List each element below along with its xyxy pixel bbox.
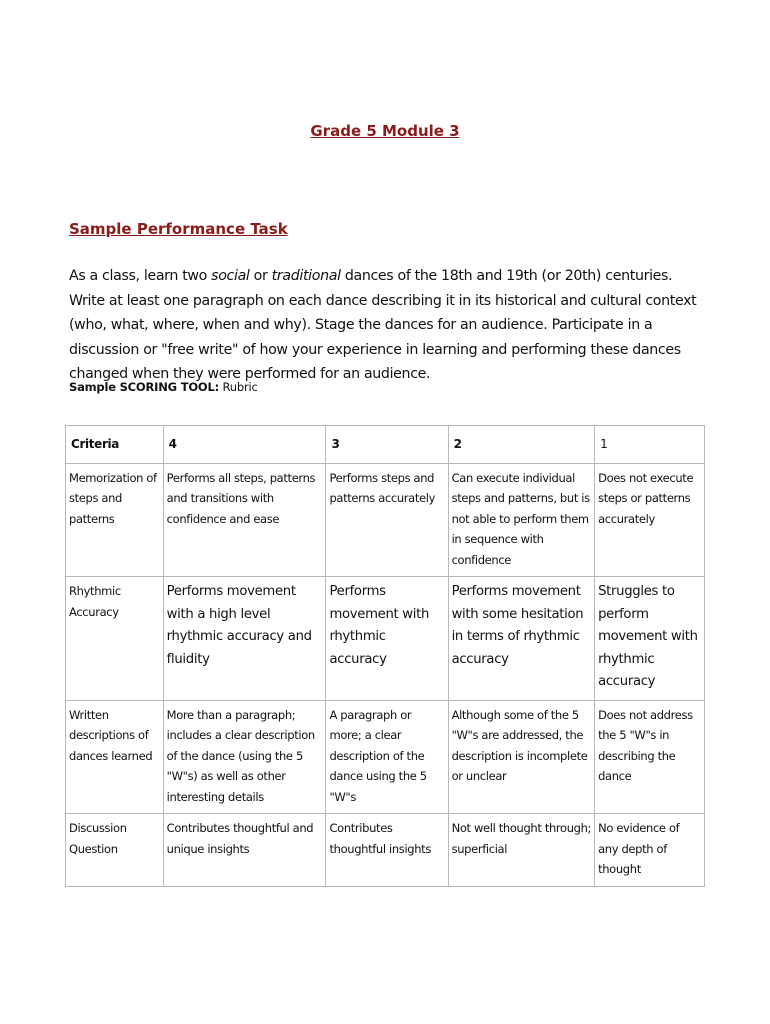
scoring-tool-value: Rubric xyxy=(219,380,258,394)
task-text-rest: dances of the 18th and 19th (or 20th) centuries. Write at least one paragraph on each dance describing it in its historical and cultural context (who, what, where, when and why). Stage the dances for an audience. Participate in a discussion or "free write" of how your experience in learning and performing these dances changed when they were performed for an audience. xyxy=(69,268,697,382)
table-row xyxy=(66,577,705,701)
cell-score-1: Does not execute steps or patterns accurately xyxy=(595,463,705,577)
header-criteria: Criteria xyxy=(66,426,164,464)
scoring-tool-line xyxy=(69,380,258,394)
cell-score-1: Struggles to perform movement with rhythmic accuracy xyxy=(595,577,705,701)
section-heading: Sample Performance Task xyxy=(69,220,288,238)
header-score-4: 4 xyxy=(163,426,326,464)
task-word-or: or xyxy=(249,268,272,284)
cell-score-2: Not well thought through; superficial xyxy=(448,814,595,887)
cell-score-4: More than a paragraph; includes a clear description of the dance (using the 5 "W"s) as well as other interesting details xyxy=(163,700,326,814)
cell-score-3: A paragraph or more; a clear description of the dance using the 5 "W"s xyxy=(326,700,448,814)
cell-score-2: Can execute individual steps and patterns, but is not able to perform them in sequence with confidence xyxy=(448,463,595,577)
cell-score-2: Although some of the 5 "W"s are addressed, the description is incomplete or unclear xyxy=(448,700,595,814)
header-score-3: 3 xyxy=(326,426,448,464)
task-word-social: social xyxy=(211,268,250,284)
cell-score-4: Performs all steps, patterns and transitions with confidence and ease xyxy=(163,463,326,577)
task-text-start: As a class, learn two xyxy=(69,268,212,284)
cell-score-3: Contributes thoughtful insights xyxy=(326,814,448,887)
page-title: Grade 5 Module 3 xyxy=(310,122,460,140)
table-row xyxy=(66,463,705,577)
table-row xyxy=(66,814,705,887)
table-row xyxy=(66,700,705,814)
rubric-table xyxy=(65,425,705,887)
task-word-traditional: traditional xyxy=(271,268,341,284)
header-score-1: 1 xyxy=(595,426,705,464)
cell-score-3: Performs movement with rhythmic accuracy xyxy=(326,577,448,701)
scoring-tool-label: Sample SCORING TOOL: xyxy=(69,380,220,394)
cell-score-1: No evidence of any depth of thought xyxy=(595,814,705,887)
row-criteria: Written descriptions of dances learned xyxy=(66,700,164,814)
cell-score-4: Performs movement with a high level rhythmic accuracy and fluidity xyxy=(163,577,326,701)
cell-score-4: Contributes thoughtful and unique insights xyxy=(163,814,326,887)
cell-score-3: Performs steps and patterns accurately xyxy=(326,463,448,577)
rubric-header-row xyxy=(66,426,705,464)
header-score-2: 2 xyxy=(448,426,595,464)
task-paragraph xyxy=(69,264,709,387)
row-criteria: Memorization of steps and patterns xyxy=(66,463,164,577)
row-criteria: Rhythmic Accuracy xyxy=(66,577,164,701)
cell-score-2: Performs movement with some hesitation in terms of rhythmic accuracy xyxy=(448,577,595,701)
row-criteria: Discussion Question xyxy=(66,814,164,887)
cell-score-1: Does not address the 5 "W"s in describing the dance xyxy=(595,700,705,814)
